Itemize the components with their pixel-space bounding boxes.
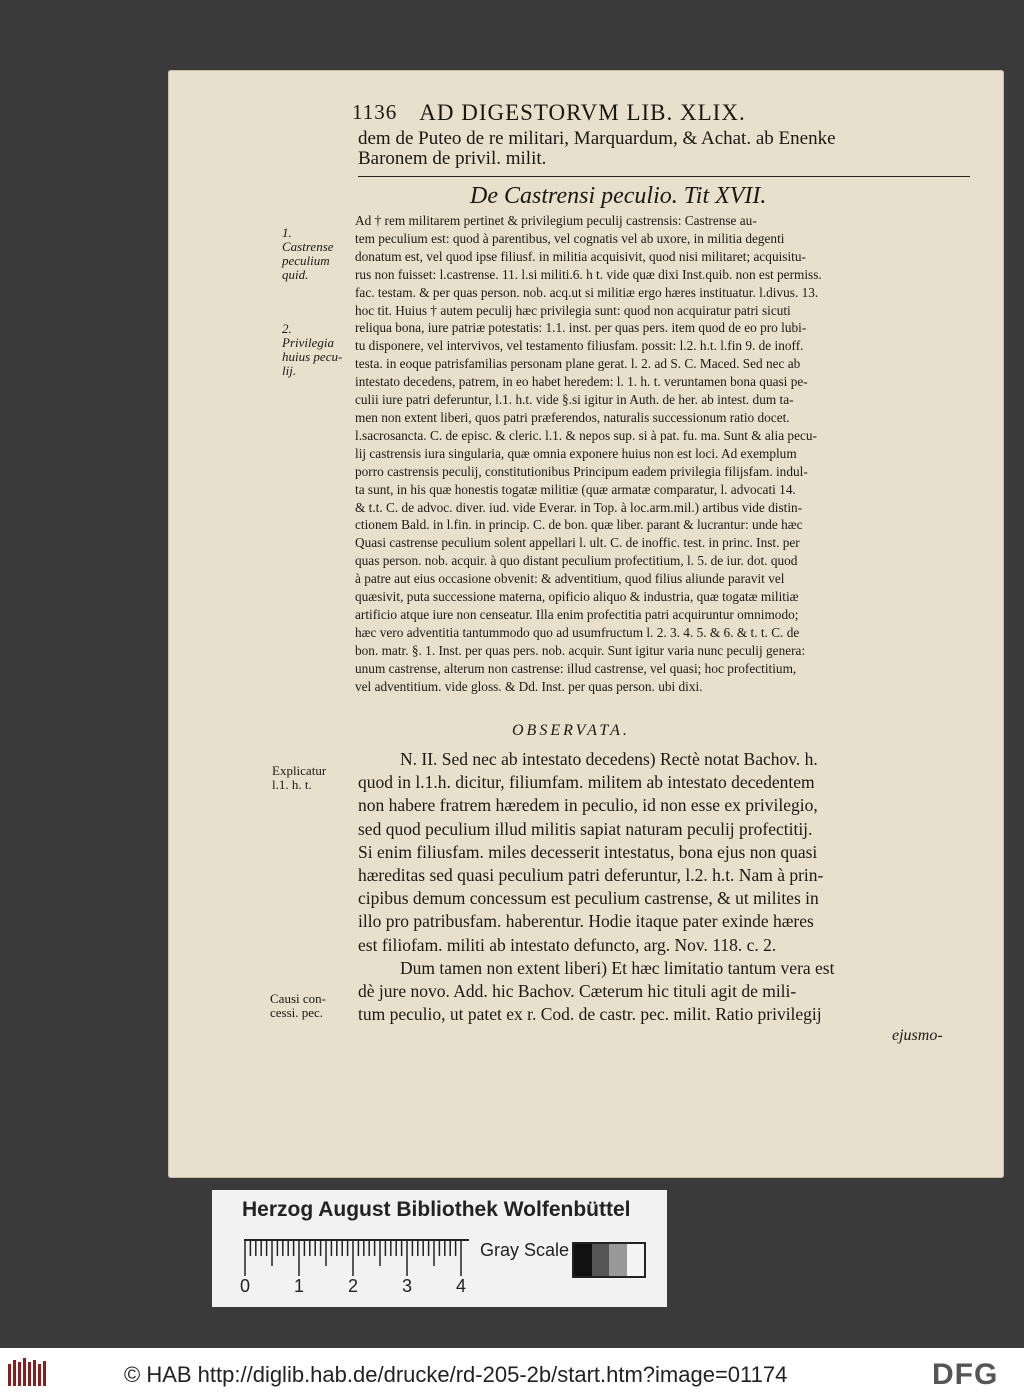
observata-line: sed quod peculium illud militis sapiat naturam peculij profectitij. <box>358 818 813 839</box>
ruler-scale <box>244 1238 469 1278</box>
ruler-number-3: 3 <box>402 1276 413 1296</box>
body-line: bon. matr. §. 1. Inst. per quas pers. nob. acquir. Sunt igitur varia nunc peculij genera: <box>355 642 806 658</box>
running-head-title: AD DIGESTORVM LIB. XLIX. <box>419 100 746 125</box>
catchword: ejusmo- <box>892 1027 943 1044</box>
gray-scale-label: Gray Scale <box>480 1240 570 1260</box>
library-name: Herzog August Bibliothek Wolfenbüttel <box>242 1198 631 1221</box>
body-line: artificio atque iure non censeatur. Illa enim profectitia patri acquiruntur omnimodo; <box>355 606 799 622</box>
ruler-number-0: 0 <box>240 1276 251 1296</box>
body-line: quæsivit, puta successione materna, opificio aliquo & industria, quæ togatæ militiæ <box>355 589 799 605</box>
body-line: men non extent liberi, quos patri præferendos, naturalis successionum ratio docet. <box>355 409 790 425</box>
dfg-logo: DFG <box>932 1358 999 1391</box>
margin-note-4: Causi con- cessi. pec. <box>270 991 326 1020</box>
body-line: unum castrense, alterum non castrense: illud castrense, vel quasi; hoc profectitium, <box>355 660 797 676</box>
observata-line: dè jure novo. Add. hic Bachov. Cæterum hic tituli agit de mili- <box>358 981 797 1002</box>
margin-note-2: 2. Privilegia huius pecu- lij. <box>282 321 343 378</box>
observata-line: hæreditas sed quasi peculium patri deferuntur, l.2. h.t. Nam à prin- <box>358 865 824 886</box>
body-line: tu disponere, vel intervivos, vel testamento filiusfam. possit: l.2. h.t. l.fin 9. de inoff. <box>355 338 804 354</box>
body-line: tem peculium est: quod à parentibus, vel cognatis vel ab uxore, in militia degenti <box>355 230 785 246</box>
gray-scale-swatch <box>572 1242 646 1278</box>
observata-line: tum peculio, ut patet ex r. Cod. de castr. pec. milit. Ratio privilegij <box>358 1004 822 1025</box>
ruler-number-1: 1 <box>294 1276 305 1296</box>
observata-line: Dum tamen non extent liberi) Et hæc limitatio tantum vera est <box>400 957 835 978</box>
observata-line: illo pro patribusfam. haberentur. Hodie itaque pater exinde hæres <box>358 911 814 932</box>
copyright-url[interactable]: © HAB http://diglib.hab.de/drucke/rd-205-2b/start.htm?image=01174 <box>124 1362 788 1387</box>
body-line: ctionem Bald. in l.fin. in princip. C. de bon. quæ liber. parant & lucrantur: unde hæc <box>355 517 803 533</box>
body-line: rus non fuisset: l.castrense. 11. l.si militi.6. h t. vide quæ dixi Inst.quib. non est permiss. <box>355 266 822 282</box>
body-line: l.sacrosancta. C. de episc. & cleric. l.1. & nepos sup. si à pat. fu. ma. Sunt & alia pecu- <box>355 427 817 443</box>
barcode-icon <box>8 1358 48 1388</box>
observata-line: N. II. Sed nec ab intestato decedens) Rectè notat Bachov. h. <box>400 749 818 769</box>
gray-swatch-1 <box>574 1244 592 1276</box>
body-line: reliqua bona, iure patriæ potestatis: 1.1. inst. per quas pers. item quod de eo pro lubi- <box>355 320 807 336</box>
body-line: donatum est, vel quod ipse filiusf. in militia acquisivit, quod nisi militaret; acquisitu- <box>355 248 806 264</box>
body-line: à patre aut eius occasione obvenit: & adventitium, quod filius aliunde paravit vel <box>355 571 785 587</box>
page-number: 1136 <box>352 100 398 124</box>
running-head <box>352 100 972 126</box>
body-line: culii iure patri deferuntur, l.1. h.t. vide §.si igitur in Auth. de her. ab intest. dum ta- <box>355 392 794 408</box>
observata-line: non habere fratrem hæredem in peculio, id non esse ex privilegio, <box>358 795 818 816</box>
body-line: & t.t. C. de advoc. diver. iud. vide Everar. in Top. à loc.arm.mil.) artibus vide distin- <box>355 499 803 515</box>
body-line: intestato decedens, patrem, in eo habet heredem: l. 1. h. t. veruntamen bona quasi pe- <box>355 374 808 390</box>
observata-heading: OBSERVATA. <box>512 722 630 739</box>
section-title: De Castrensi peculio. Tit XVII. <box>470 183 767 209</box>
intro-line-1: dem de Puteo de re militari, Marquardum, & Achat. ab Enenke <box>358 128 836 149</box>
body-line: ta sunt, in his quæ honestis togatæ militiæ (quæ armatæ comparatur, l. advocati 14. <box>355 481 796 497</box>
body-line: testa. in eoque patrisfamilias personam plane gerat. l. 2. ad S. C. Maced. Sed nec ab <box>355 356 801 372</box>
body-line: vel adventitium. vide gloss. & Dd. Inst. per quas person. ubi dixi. <box>355 678 703 694</box>
body-line: fac. testam. & per quas person. nob. acq.ut si militiæ ergo hæres instituatur. l.divus. 13. <box>355 284 819 300</box>
body-line: Quasi castrense peculium solent appellari l. ult. C. de inoffic. test. in princ. Inst. per <box>355 535 800 551</box>
ruler-number-4: 4 <box>456 1276 467 1296</box>
body-line: hoc tit. Huius † autem peculij hæc privilegia sunt: quod non acquiratur patri sicuti <box>355 302 791 318</box>
margin-note-1: 1. Castrense peculium quid. <box>282 225 334 282</box>
body-line: hæc vero adventitia tantummodo quo ad usumfructum l. 2. 3. 4. 5. & 6. & t. t. C. de <box>355 624 800 640</box>
body-line: porro castrensis peculij, constitutionibus Principum eadem privilegia filijsfam. indul- <box>355 463 808 479</box>
section-divider <box>358 176 970 177</box>
body-line: Ad † rem militarem pertinet & privilegium peculij castrensis: Castrense au- <box>355 213 757 228</box>
body-line: lij castrensis iura singularia, quæ omnia exponere huius non est loci. Ad exemplum <box>355 445 797 461</box>
intro-line-2: Baronem de privil. milit. <box>358 148 547 169</box>
gray-swatch-4 <box>627 1244 645 1276</box>
gray-swatch-3 <box>609 1244 627 1276</box>
observata-line: Si enim filiusfam. miles decesserit intestatus, bona ejus non quasi <box>358 841 818 862</box>
body-line: quas person. nob. acquir. à quo distant peculium profectitium, l. 5. de iur. dot. quod <box>355 553 798 569</box>
ruler-number-2: 2 <box>348 1276 359 1296</box>
observata-line: est filiofam. militi ab intestato defuncto, arg. Nov. 118. c. 2. <box>358 934 777 955</box>
margin-note-3: Explicatur l.1. h. t. <box>272 763 327 792</box>
gray-swatch-2 <box>592 1244 610 1276</box>
main-body-text <box>355 212 977 695</box>
observata-text <box>358 748 980 1026</box>
observata-line: cipibus demum concessum est peculium castrense, & ut milites in <box>358 888 819 909</box>
observata-line: quod in l.1.h. dicitur, filiumfam. militem ab intestato decedentem <box>358 772 815 793</box>
